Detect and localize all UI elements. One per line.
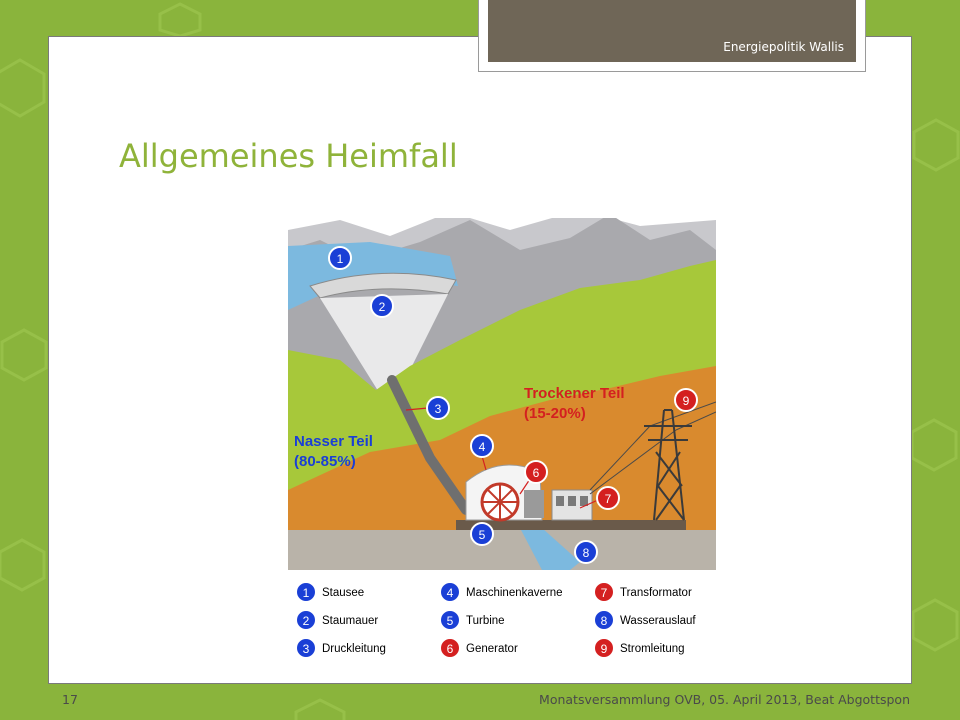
- legend: [296, 582, 696, 658]
- marker-1: [329, 247, 351, 269]
- marker-8: [575, 541, 597, 563]
- svg-text:Wasserauslauf: Wasserauslauf: [620, 615, 696, 627]
- svg-text:3: 3: [434, 402, 442, 416]
- marker-3: [427, 397, 449, 419]
- svg-text:9: 9: [682, 394, 690, 408]
- svg-text:Staumauer: Staumauer: [322, 615, 379, 627]
- svg-text:8: 8: [600, 614, 608, 628]
- page-number: 17: [62, 692, 78, 707]
- marker-6: [525, 461, 547, 483]
- nasser-teil-percent: (80-85%): [294, 453, 356, 470]
- svg-text:6: 6: [532, 466, 540, 480]
- svg-text:4: 4: [446, 586, 454, 600]
- svg-text:2: 2: [302, 614, 310, 628]
- legend-item-2: [296, 610, 378, 630]
- marker-4: [471, 435, 493, 457]
- svg-text:2: 2: [378, 300, 386, 314]
- svg-text:Stromleitung: Stromleitung: [620, 643, 685, 655]
- marker-7: [597, 487, 619, 509]
- bottom-ground: [288, 530, 716, 570]
- svg-text:Generator: Generator: [466, 643, 518, 655]
- header-tag-box: [488, 0, 856, 62]
- svg-text:Turbine: Turbine: [466, 615, 505, 627]
- nasser-teil-label: Nasser Teil: [294, 433, 373, 450]
- generator-box: [524, 490, 544, 518]
- legend-item-8: [594, 610, 696, 630]
- marker-2: [371, 295, 393, 317]
- svg-text:1: 1: [336, 252, 344, 266]
- svg-text:1: 1: [302, 586, 310, 600]
- trockener-teil-percent: (15-20%): [524, 405, 586, 422]
- transformer-units: [556, 496, 588, 506]
- page-title: Allgemeines Heimfall: [119, 137, 458, 175]
- legend-item-4: [440, 582, 563, 602]
- svg-text:Stausee: Stausee: [322, 587, 365, 599]
- legend-item-3: [296, 638, 386, 658]
- svg-text:Transformator: Transformator: [620, 587, 692, 599]
- footer-text: Monatsversammlung OVB, 05. April 2013, Beat Abgottspon: [539, 692, 910, 707]
- svg-text:5: 5: [446, 614, 454, 628]
- legend-item-6: [440, 638, 518, 658]
- svg-text:6: 6: [446, 642, 454, 656]
- svg-text:8: 8: [582, 546, 590, 560]
- header-tag-text: Energiepolitik Wallis: [723, 40, 844, 54]
- svg-text:5: 5: [478, 528, 486, 542]
- svg-text:Druckleitung: Druckleitung: [322, 643, 386, 655]
- svg-text:4: 4: [478, 440, 486, 454]
- legend-item-1: [296, 582, 364, 602]
- hydro-plant-diagram: [280, 190, 720, 670]
- svg-text:9: 9: [600, 642, 608, 656]
- turbine-spokes: [482, 484, 518, 520]
- legend-item-9: [594, 638, 685, 658]
- legend-item-5: [440, 610, 505, 630]
- marker-9: [675, 389, 697, 411]
- legend-item-7: [594, 582, 692, 602]
- header-tag: [478, 0, 866, 72]
- svg-text:Maschinenkaverne: Maschinenkaverne: [466, 587, 563, 599]
- svg-text:7: 7: [604, 492, 612, 506]
- svg-text:7: 7: [600, 586, 608, 600]
- svg-text:3: 3: [302, 642, 310, 656]
- trockener-teil-label: Trockener Teil: [524, 385, 625, 402]
- marker-5: [471, 523, 493, 545]
